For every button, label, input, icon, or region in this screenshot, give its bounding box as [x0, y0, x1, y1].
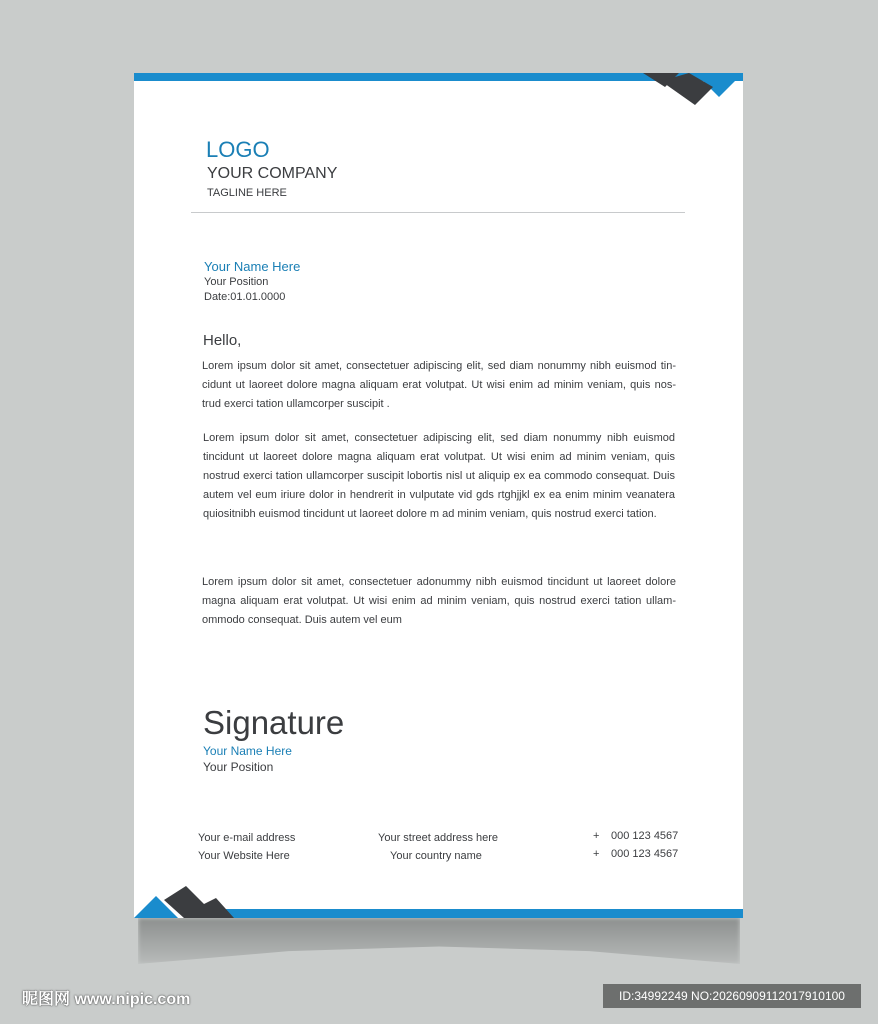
phone-plus-icon: +: [593, 848, 600, 860]
sender-position: Your Position: [204, 276, 269, 288]
page-shadow: [138, 918, 740, 964]
company-name: YOUR COMPANY: [207, 165, 338, 182]
signature-position: Your Position: [203, 760, 274, 774]
footer-website: Your Website Here: [198, 850, 290, 862]
tagline: TAGLINE HERE: [207, 187, 287, 199]
body-paragraph-1: Lorem ipsum dolor sit amet, consectetuer adipiscing elit, sed diam nonummy nibh euismod tin-cidunt ut laoreet dolore magna aliquam erat volutpat. Ut wisi enim ad minim veniam, quis nos-trud exerci tation ullamcorper suscipit .: [202, 360, 676, 410]
phone-plus-icon: +: [593, 830, 600, 842]
sender-name: Your Name Here: [204, 259, 301, 274]
bottom-left-corner-decoration: [134, 886, 236, 918]
signature-label: Signature: [203, 704, 345, 741]
header-divider: [191, 212, 685, 213]
footer-country: Your country name: [390, 850, 482, 862]
greeting: Hello,: [203, 332, 242, 349]
letterhead-page: [134, 73, 743, 918]
footer-phone-1: 000 123 4567: [611, 830, 679, 842]
top-right-corner-decoration: [639, 73, 743, 105]
letter-date: Date:01.01.0000: [204, 291, 286, 303]
body-paragraph-3: Lorem ipsum dolor sit amet, consectetuer adonummy nibh euismod tincidunt ut laoreet dolore magna aliquam erat volutpat. Ut wisi enim ad minim veniam, quis nostrud exerci tation ullam-ommodo consequat. Duis autem vel eum: [202, 576, 676, 626]
watermark-site: 昵图网 www.nipic.com: [22, 991, 191, 1008]
footer-street: Your street address here: [378, 832, 499, 844]
body-paragraph-2: Lorem ipsum dolor sit amet, consectetuer adipiscing elit, sed diam nonummy nibh euismod tincidunt ut laoreet dolore magna aliquam erat volutpat. Ut wisi enim ad minim veniam, quis nostrud exerci tation ullamcorper suscipit lobortis nisl ut aliquip ex ea commodo consequat. Duis autem vel eum iriure dolor in hendrerit in vulputate vid gds rtghjjkl ex ea enim minim veanatera quiositnibh euismod tincidunt ut laoreet dolore m ad minim veniam, quis nostrud exerci tation.: [203, 432, 675, 520]
logo-text: LOGO: [206, 137, 270, 162]
footer-phone-2: 000 123 4567: [611, 848, 679, 860]
bottom-accent-bar: [224, 909, 743, 918]
watermark-id: ID:34992249 NO:20260909112017910100: [603, 984, 861, 1008]
footer-email: Your e-mail address: [198, 832, 296, 844]
signature-name: Your Name Here: [203, 744, 292, 758]
